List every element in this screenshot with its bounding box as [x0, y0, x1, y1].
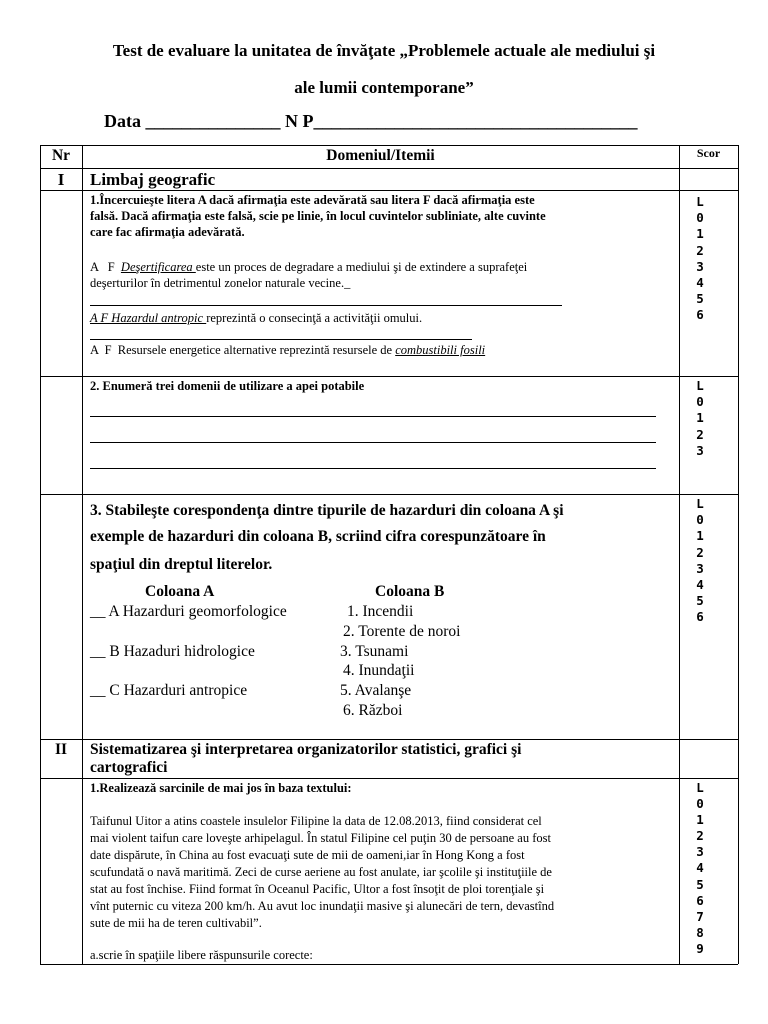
- score-mark: L: [696, 496, 704, 511]
- score-mark: 3: [696, 442, 704, 458]
- score-mark: 1: [696, 410, 704, 426]
- column-b-title: Coloana B: [375, 583, 445, 600]
- score-mark: L: [696, 780, 704, 795]
- statement3-text: A F Resursele energetice alternative reprezintă resursele de: [90, 343, 396, 357]
- column-b-item: 5. Avalanşe: [340, 682, 412, 699]
- statement1-underlined-term: Deşertificarea: [120, 260, 196, 274]
- score-mark: 6: [696, 609, 704, 625]
- score-mark: 1: [696, 812, 704, 828]
- score-mark: L: [696, 378, 704, 393]
- score-mark: 0: [696, 394, 704, 410]
- item1-statement2: [90, 310, 422, 326]
- text-paragraph-line: vînt puternic cu viteza 200 km/h. Au avut loc inundaţii masive şi alunecări de tern, devastînd: [90, 899, 555, 913]
- section2-title-line1: Sistematizarea şi interpretarea organizatorilor statistici, grafici şi: [90, 741, 522, 758]
- answer-line[interactable]: [90, 442, 656, 443]
- score-mark: 7: [696, 908, 704, 924]
- test-title-line1: Test de evaluare la unitatea de învăţate „Problemele actuale ale mediului şi: [112, 41, 656, 60]
- score-mark: 5: [696, 593, 704, 609]
- section1-number: I: [57, 170, 65, 189]
- score-mark: 4: [696, 577, 704, 593]
- column-b-item: 2. Torente de noroi: [343, 623, 461, 640]
- item4-score-scale: [679, 780, 721, 957]
- score-mark: 2: [696, 828, 704, 844]
- score-mark: 5: [696, 291, 704, 307]
- column-a-item: __ C Hazarduri antropice: [90, 682, 248, 699]
- item3-instruction-line3: spaţiul din dreptul literelor.: [90, 556, 273, 573]
- score-mark: 5: [696, 876, 704, 892]
- text-paragraph-line: scufundată o navă maritimă. Zeci de curse aeriene au fost anulate, iar şcolile şi instituţiile de: [90, 865, 552, 879]
- statement3-underlined-term: combustibili fosili: [395, 343, 486, 357]
- text-paragraph-line: Taifunul Uitor a atins coastele insulelor Filipine la data de 12.08.2013, fiind considerat cel: [90, 814, 542, 828]
- column-a-item: __ B Hazaduri hidrologice: [90, 643, 255, 660]
- item1-instruction-line2: falsă. Dacă afirmaţia este falsă, scie pe linie, în locul cuvintelor subliniate, alte cuvinte: [90, 209, 546, 223]
- statement1-rest: este un proces de degradare a mediului şi de extindere a suprafeţei: [195, 260, 528, 274]
- score-mark: 0: [696, 210, 704, 226]
- score-mark: 3: [696, 560, 704, 576]
- column-b-item: 1. Incendii: [347, 603, 414, 620]
- item4-task-a: a.scrie în spaţiile libere răspunsurile corecte:: [90, 948, 313, 962]
- item3-score-scale: [679, 496, 721, 626]
- score-mark: 6: [696, 892, 704, 908]
- item4-title: 1.Realizează sarcinile de mai jos în baza textului:: [90, 781, 352, 795]
- column-header-score: Scor: [696, 146, 721, 160]
- score-mark: 6: [696, 307, 704, 323]
- score-mark: 4: [696, 275, 704, 291]
- text-paragraph-line: date dispărute, în China au fost evacuaţi sute de mii de oameni,iar în Hong Kong a fost: [90, 848, 525, 862]
- item3-instruction-line1: 3. Stabileşte corespondenţa dintre tipurile de hazarduri din coloana A şi: [90, 502, 564, 519]
- score-mark: 8: [696, 924, 704, 940]
- column-header-domain: Domeniul/Itemii: [326, 147, 435, 164]
- score-mark: 2: [696, 242, 704, 258]
- score-mark: 0: [696, 512, 704, 528]
- column-b-item: 4. Inundaţii: [343, 662, 415, 679]
- item1-instruction-line1: 1.Încercuieşte litera A dacă afirmaţia este adevărată sau litera F dacă afirmaţia este: [90, 193, 535, 207]
- item1-instruction-line3: care fac afirmaţia adevărată.: [90, 225, 245, 239]
- item2-text: 2. Enumeră trei domenii de utilizare a apei potabile: [90, 379, 365, 393]
- date-name-line: Data _______________ N P____________________________________: [104, 111, 638, 131]
- answer-line[interactable]: [90, 339, 472, 340]
- item3-instruction-line2: exemple de hazarduri din coloana B, scriind cifra corespunzătoare în: [90, 528, 546, 545]
- column-a-item: __ A Hazarduri geomorfologice: [90, 603, 287, 620]
- column-b-item: 6. Război: [343, 702, 403, 719]
- score-mark: 4: [696, 860, 704, 876]
- column-header-nr: Nr: [51, 147, 71, 164]
- score-mark: 9: [696, 940, 704, 956]
- statement1-prefix: A F: [90, 260, 121, 274]
- test-title-line2: ale lumii contemporane”: [294, 78, 474, 97]
- section2-number: II: [54, 741, 68, 758]
- statement2-rest: reprezintă o consecinţă a activităţii omului.: [206, 311, 423, 325]
- text-paragraph-line: stat au fost închise. Fiind format în Oceanul Pacific, Ultor a fost însoţit de ploi torenţiale şi: [90, 882, 545, 896]
- statement2-underlined-term: A F Hazardul antropic: [90, 311, 207, 325]
- score-mark: L: [696, 194, 704, 209]
- section1-title: Limbaj geografic: [90, 170, 216, 189]
- column-a-title: Coloana A: [145, 583, 215, 600]
- item1-statement3: [90, 342, 485, 358]
- column-b-item: 3. Tsunami: [340, 643, 409, 660]
- score-mark: 3: [696, 258, 704, 274]
- item1-statement1-line2: deşerturilor în detrimentul zonelor naturale vecine._: [90, 276, 351, 290]
- item2-score-scale: [679, 378, 721, 459]
- text-paragraph-line: sute de mii ha de teren cultivabil”.: [90, 916, 262, 930]
- score-mark: 0: [696, 796, 704, 812]
- score-mark: 2: [696, 544, 704, 560]
- score-mark: 1: [696, 528, 704, 544]
- score-mark: 2: [696, 426, 704, 442]
- item1-statement1: [90, 259, 527, 275]
- answer-line[interactable]: [90, 468, 656, 469]
- score-mark: 1: [696, 226, 704, 242]
- item1-score-scale: [679, 194, 721, 324]
- section2-title-line2: cartografici: [90, 759, 168, 776]
- text-paragraph-line: mai violent taifun care loveşte arhipelagul. În statul Filipine cel puţin 30 de persoane au fost: [90, 831, 551, 845]
- answer-line[interactable]: [90, 416, 656, 417]
- score-mark: 3: [696, 844, 704, 860]
- answer-line[interactable]: [90, 305, 562, 306]
